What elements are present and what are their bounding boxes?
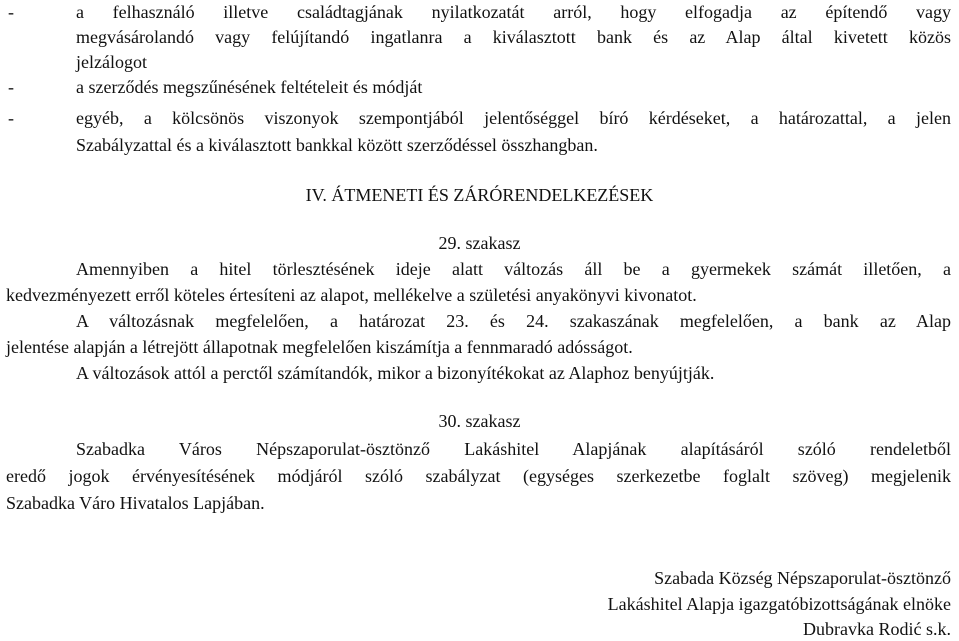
bullet-1-line-2: megvásárolandó vagy felújítandó ingatlanra a kiválasztott bank és az Alap által kivetett közös <box>76 27 951 47</box>
chapter-heading: IV. ÁTMENETI ÉS ZÁRÓRENDELKEZÉSEK <box>305 185 654 205</box>
signature-name: Dubravka Rodić s.k. <box>803 619 951 639</box>
bullet-dash: - <box>8 2 14 22</box>
signature-organization: Szabada Község Népszaporulat-ösztönző <box>654 568 951 588</box>
section-29-para-1-line-1: Amennyiben a hitel törlesztésének ideje alatt változás áll be a gyermekek számát illetően, a <box>76 259 951 279</box>
bullet-3-line-1: egyéb, a kölcsönös viszonyok szempontjából jelentőséggel bíró kérdéseket, a határozattal, a jelen <box>76 108 951 128</box>
bullet-1-line-3: jelzálogot <box>76 52 147 72</box>
bullet-1-line-1: a felhasználó illetve családtagjának nyilatkozatát arról, hogy elfogadja az építendő vagy <box>76 2 951 22</box>
section-30-para-1-line-3: Szabadka Váro Hivatalos Lapjában. <box>6 493 265 513</box>
section-30-para-1-line-2: eredő jogok érvényesítésének módjáról szóló szabályzat (egységes szerkezetbe foglalt szöveg) megjelenik <box>6 466 951 486</box>
section-29-para-1-line-2: kedvezményezett erről köteles értesíteni az alapot, mellékelve a születési anyakönyvi kivonatot. <box>6 285 697 305</box>
section-29-para-2-line-2: jelentése alapján a létrejött állapotnak megfelelően kiszámítja a fennmaradó adósságot. <box>6 337 633 357</box>
bullet-dash: - <box>8 77 14 97</box>
section-29-para-3: A változások attól a perctől számítandók, mikor a bizonyítékokat az Alaphoz benyújtják. <box>76 363 715 383</box>
bullet-dash: - <box>8 108 14 128</box>
section-30-title: 30. szakasz <box>438 411 521 431</box>
section-29-title: 29. szakasz <box>438 233 521 253</box>
section-30-para-1-line-1: Szabadka Város Népszaporulat-ösztönző Lakáshitel Alapjának alapításáról szóló rendeletből <box>76 439 951 459</box>
bullet-3-line-2: Szabályzattal és a kiválasztott bankkal között szerződéssel összhangban. <box>76 135 598 155</box>
section-29-para-2-line-1: A változásnak megfelelően, a határozat 23. és 24. szakaszának megfelelően, a bank az Alap <box>76 311 951 331</box>
bullet-2-line-1: a szerződés megszűnésének feltételeit és módját <box>76 77 423 97</box>
signature-role: Lakáshitel Alapja igazgatóbizottságának elnöke <box>607 594 951 614</box>
